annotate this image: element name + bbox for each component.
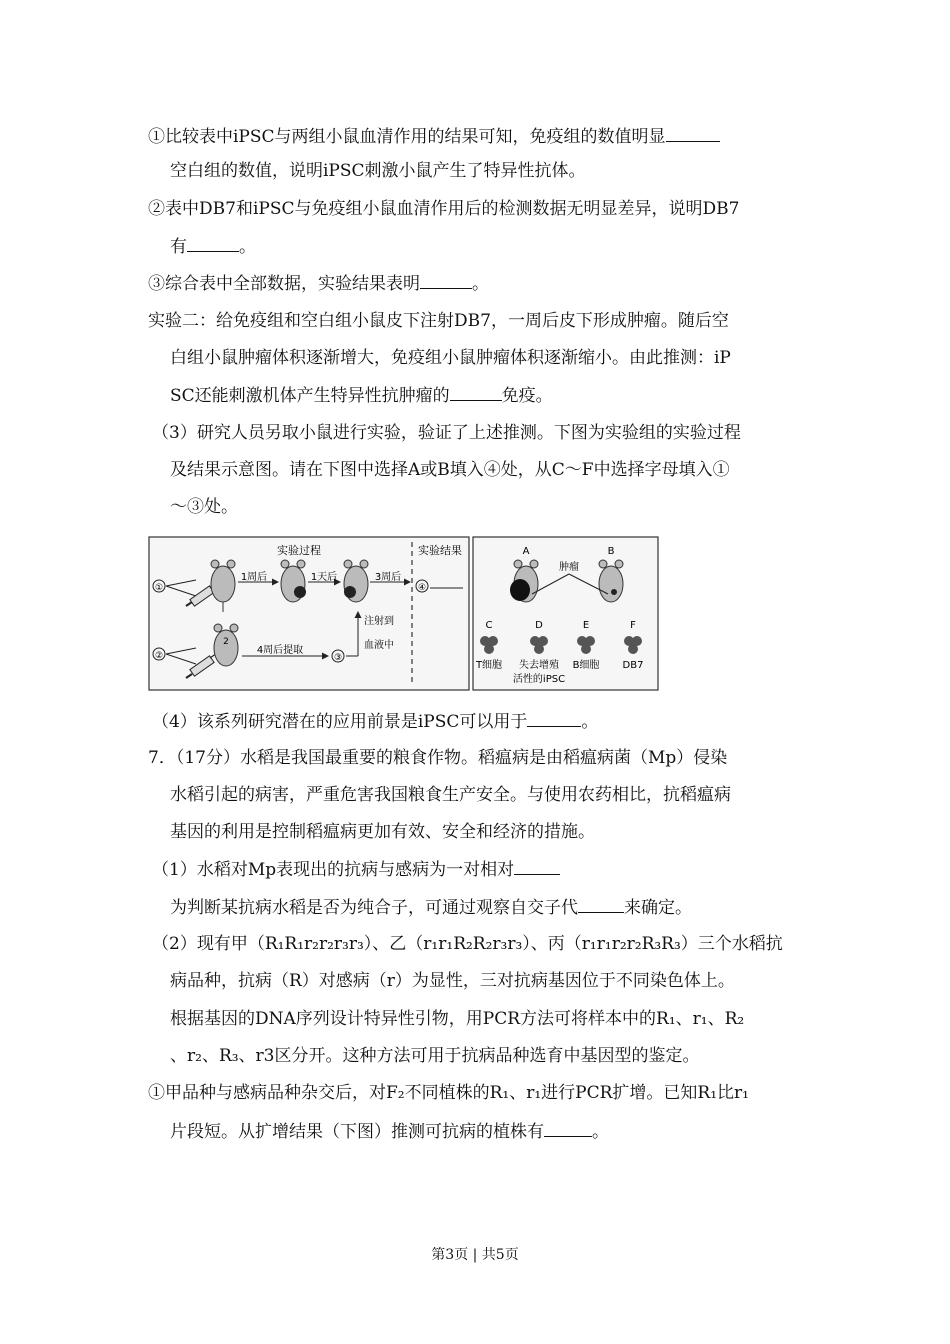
q-line-1: ①比较表中iPSC与两组小鼠血清作用的结果可知，免疫组的数值明显 xyxy=(148,125,720,148)
mouse-2-number: 2 xyxy=(223,637,229,647)
option-f: F xyxy=(630,620,636,631)
step-4-label: 4周后提取 xyxy=(256,645,304,656)
answer-blank[interactable] xyxy=(514,858,560,875)
q-line-4: 有 。 xyxy=(170,237,256,257)
label-inactive-ipsc-2: 活性的iPSC xyxy=(512,674,566,685)
inject-label-2: 血液中 xyxy=(364,640,394,651)
q-line-20: 根据基因的DNA序列设计特异性引物，用PCR方法可将样本中的R₁、r₁、R₂ xyxy=(170,1009,745,1029)
q-line-8: SC还能刺激机体产生特异性抗肿瘤的 免疫。 xyxy=(170,386,553,406)
option-d: D xyxy=(535,620,543,631)
answer-blank[interactable] xyxy=(450,384,502,401)
q-line-3: ②表中DB7和iPSC与免疫组小鼠血清作用后的检测数据无明显差异，说明DB7 xyxy=(148,199,740,219)
q-line-12: （4）该系列研究潜在的应用前景是iPSC可以用于 。 xyxy=(152,712,599,732)
q-line-10: 及结果示意图。请在下图中选择A或B填入④处，从C～F中选择字母填入① xyxy=(170,460,730,480)
option-b: B xyxy=(607,546,615,557)
step-3-label: 3周后 xyxy=(374,572,402,583)
answer-blank[interactable] xyxy=(420,272,472,289)
tumor-label: 肿瘤 xyxy=(559,562,579,573)
step-1-label: 1周后 xyxy=(240,572,268,583)
option-c: C xyxy=(485,620,493,631)
q-line-22: ①甲品种与感病品种杂交后，对F₂不同植株的R₁、r₁进行PCR扩增。已知R₁比r₁ xyxy=(148,1083,749,1103)
answer-blank[interactable] xyxy=(666,125,720,142)
mouse-icon xyxy=(344,560,368,602)
q-line-9: （3）研究人员另取小鼠进行实验，验证了上述推测。下图为实验组的实验过程 xyxy=(152,423,741,443)
q-line-16: （1）水稻对Mp表现出的抗病与感病为一对相对 xyxy=(152,858,560,881)
page-footer: 第3页 | 共5页 xyxy=(431,1247,519,1263)
answer-blank[interactable] xyxy=(187,235,239,252)
label-t-cell: T细胞 xyxy=(475,660,503,671)
q-line-11: ～③处。 xyxy=(170,497,238,517)
q-line-6: 实验二：给免疫组和空白组小鼠皮下注射DB7，一周后皮下形成肿瘤。随后空 xyxy=(148,311,729,331)
mouse-icon xyxy=(281,560,306,602)
label-b-cell: B细胞 xyxy=(572,660,600,671)
experiment-figure xyxy=(148,536,660,692)
label-2: ② xyxy=(154,651,164,661)
result-title: 实验结果 xyxy=(418,544,462,557)
q-line-23: 片段短。从扩增结果（下图）推测可抗病的植株有 。 xyxy=(170,1122,609,1142)
answer-blank[interactable] xyxy=(527,710,581,727)
q-line-5: ③综合表中全部数据，实验结果表明 。 xyxy=(148,274,489,294)
q-line-15: 基因的利用是控制稻瘟病更加有效、安全和经济的措施。 xyxy=(170,822,595,842)
inject-label: 注射到 xyxy=(364,616,394,627)
q-line-19: 病品种，抗病（R）对感病（r）为显性，三对抗病基因位于不同染色体上。 xyxy=(170,971,735,991)
q-line-13: 7．（17分）水稻是我国最重要的粮食作物。稻瘟病是由稻瘟病菌（Mp）侵染 xyxy=(148,748,728,768)
option-a: A xyxy=(522,546,530,557)
q-line-21: 、r₂、R₃、r3区分开。这种方法可用于抗病品种选育中基因型的鉴定。 xyxy=(170,1046,700,1066)
label-inactive-ipsc: 失去增殖 xyxy=(519,660,559,671)
mouse-icon xyxy=(599,560,623,602)
label-3: ③ xyxy=(333,653,343,663)
q-line-14: 水稻引起的病害，严重危害我国粮食生产安全。与使用农药相比，抗稻瘟病 xyxy=(170,785,731,805)
answer-blank[interactable] xyxy=(578,896,624,913)
q-line-18: （2）现有甲（R₁R₁r₂r₂r₃r₃）、乙（r₁r₁R₂R₂r₃r₃）、丙（r₁r₁r₂r₂R₃R₃）三个水稻抗 xyxy=(152,934,783,954)
process-title: 实验过程 xyxy=(277,544,321,557)
label-db7: DB7 xyxy=(622,660,644,671)
mouse-icon xyxy=(214,624,238,666)
label-4: ④ xyxy=(417,583,427,593)
q-line-7: 白组小鼠肿瘤体积逐渐增大，免疫组小鼠肿瘤体积逐渐缩小。由此推测：iP xyxy=(170,348,731,368)
step-2-label: 1天后 xyxy=(310,572,338,583)
q-line-17: 为判断某抗病水稻是否为纯合子，可通过观察自交子代 来确定。 xyxy=(170,898,692,918)
mouse-icon xyxy=(510,560,538,602)
option-e: E xyxy=(582,620,590,631)
answer-blank[interactable] xyxy=(544,1120,592,1137)
label-1: ① xyxy=(154,583,164,593)
q-line-2: 空白组的数值，说明iPSC刺激小鼠产生了特异性抗体。 xyxy=(170,161,586,181)
